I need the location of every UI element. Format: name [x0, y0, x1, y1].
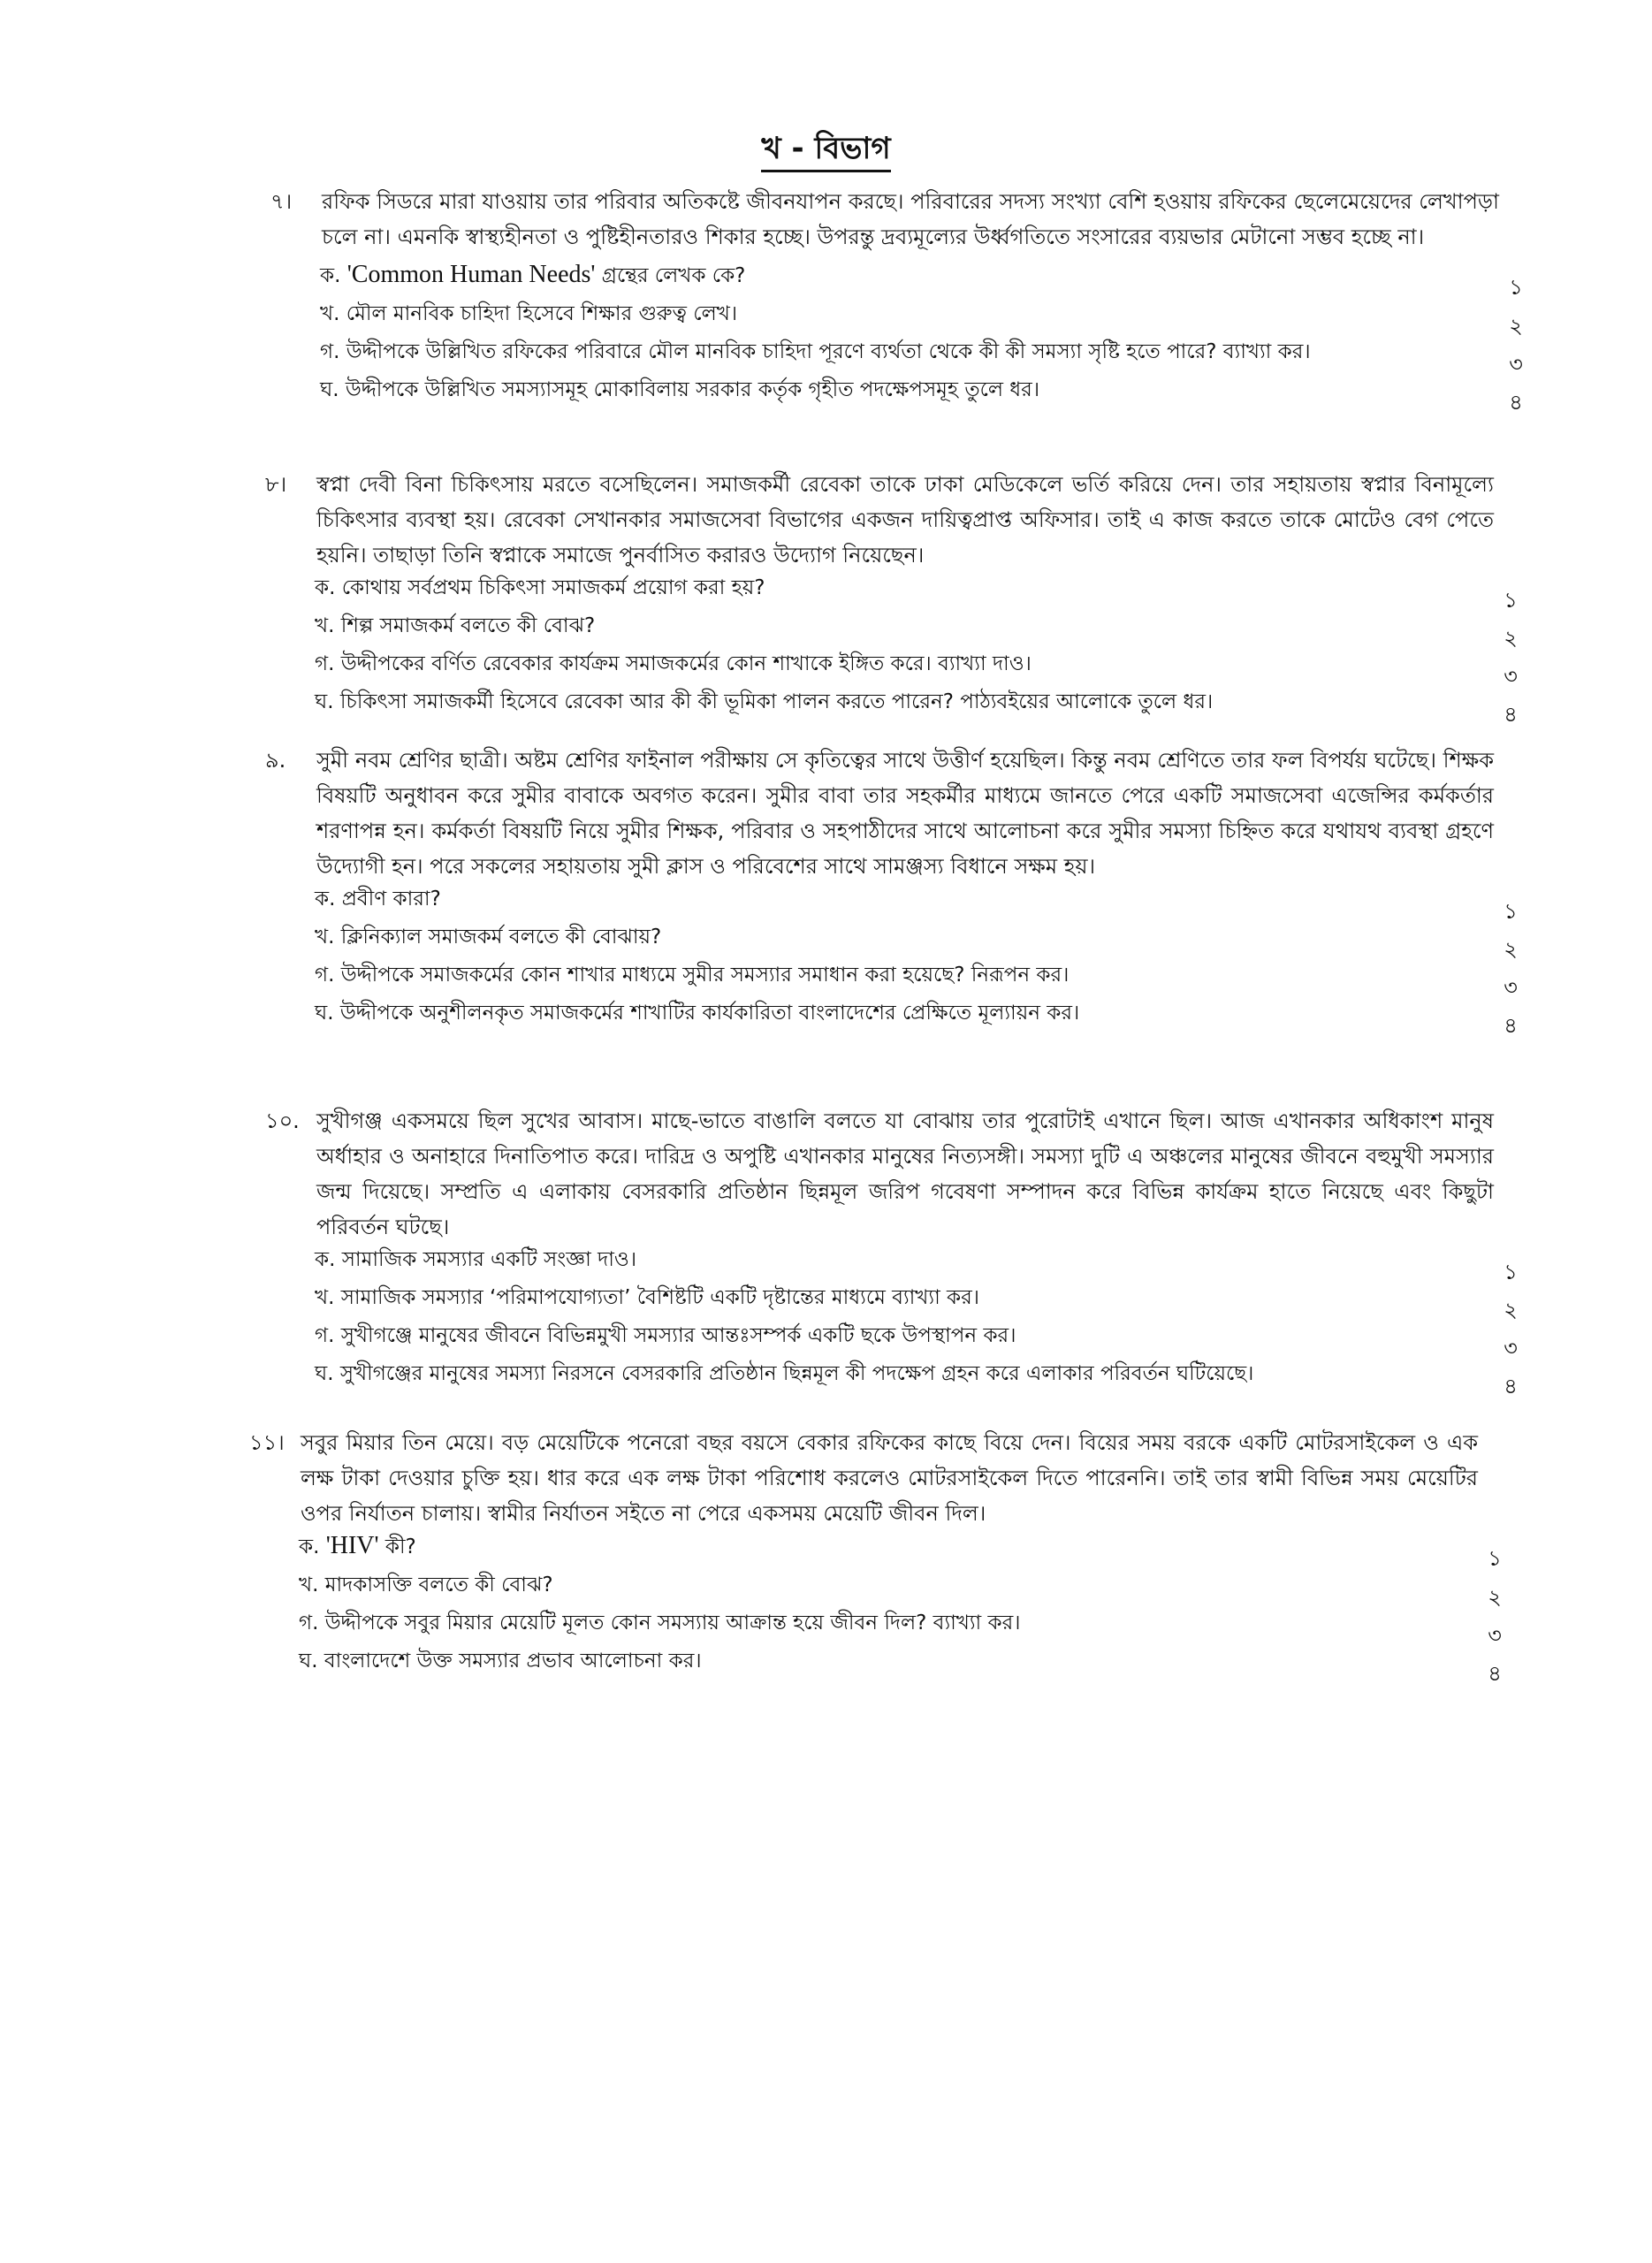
section-title-text: খ - বিভাগ — [761, 131, 890, 172]
question-number: ১১। — [249, 1430, 285, 1455]
sub-question-gha — [320, 377, 1523, 415]
sub-text: উদ্দীপকে সমাজকর্মের কোন শাখার মাধ্যমে সুমীর সমস্যার সমাধান করা হয়েছে? নিরূপন কর। — [340, 964, 1070, 987]
sub-text: সুখীগঞ্জের মানুষের সমস্যা নিরসনে বেসরকারি প্রতিষ্ঠান ছিন্নমূল কী পদক্ষেপ গ্রহন করে এলাকার পরিবর্তন ঘটিয়েছে। — [339, 1362, 1254, 1385]
sub-text: সামাজিক সমস্যার ‘পরিমাপযোগ্যতা’ বৈশিষ্টটি একটি দৃষ্টান্তের মাধ্যমে ব্যাখ্যা কর। — [340, 1286, 980, 1309]
sub-label: গ. — [315, 1324, 335, 1347]
question-number: ৮। — [265, 472, 287, 497]
question-stem: রফিক সিডরে মারা যাওয়ায় তার পরিবার অতিকষ্টে জীবনযাপন করছে। পরিবারের সদস্য সংখ্যা বেশি হওয়ায় রফিকের ছেলেমেয়েদের লেখাপড়া চলে না। এমনকি স্বাস্থ্যহীনতা ও পুষ্টিহীনতারও শিকার হচ্ছে। উপরন্তু দ্রব্যমূল্যের উর্ধ্বগতিতে সংসারের ব্যয়ভার মেটানো সম্ভব হচ্ছে না। — [322, 189, 1499, 249]
question-number: ১০. — [265, 1109, 300, 1133]
sub-question-kha — [320, 301, 1523, 339]
sub-label: ক. — [315, 888, 336, 911]
mark-value: ২ — [1504, 1298, 1518, 1322]
sub-label: গ. — [315, 964, 335, 987]
sub-question-kha — [315, 613, 1518, 651]
sub-label: খ. — [315, 614, 335, 637]
sub-question-ga — [320, 339, 1523, 377]
mark-value: ১ — [1504, 1260, 1518, 1284]
hiv-term: 'HIV' — [325, 1532, 379, 1559]
mark-value: ৪ — [1504, 1013, 1518, 1038]
sub-question-gha — [299, 1648, 1502, 1686]
sub-label: ঘ. — [315, 690, 334, 713]
sub-question-gha — [315, 1360, 1518, 1398]
sub-label: গ. — [299, 1612, 319, 1634]
sub-label: গ. — [315, 652, 335, 675]
question-number: ৯. — [265, 748, 286, 773]
sub-text: সামাজিক সমস্যার একটি সংজ্ঞা দাও। — [341, 1248, 637, 1271]
mark-value: ৩ — [1488, 1623, 1502, 1648]
mark-value: ৩ — [1509, 352, 1523, 377]
section-title — [0, 126, 1652, 176]
sub-label: ঘ. — [315, 1002, 334, 1025]
sub-label: ঘ. — [299, 1650, 318, 1672]
sub-question-ka — [315, 1246, 1518, 1284]
sub-text: শিল্প সমাজকর্ম বলতে কী বোঝ? — [340, 614, 596, 637]
sub-label: ক. — [320, 264, 341, 287]
mark-value: ১ — [1504, 899, 1518, 924]
sub-text: মৌল মানবিক চাহিদা হিসেবে শিক্ষার গুরুত্ব লেখ। — [346, 302, 738, 325]
sub-text: সুখীগঞ্জে মানুষের জীবনে বিভিন্নমুখী সমস্যার আন্তঃসম্পর্ক একটি ছকে উপস্থাপন কর। — [340, 1324, 1016, 1347]
question-11 — [249, 1425, 1502, 1686]
sub-question-ka — [315, 886, 1518, 924]
sub-question-ga — [299, 1610, 1502, 1648]
sub-question-kha — [315, 924, 1518, 962]
mark-value: ৪ — [1488, 1661, 1502, 1686]
sub-question-gha — [315, 1000, 1518, 1038]
sub-question-ga — [315, 651, 1518, 689]
mark-value: ১ — [1504, 588, 1518, 613]
sub-text: মাদকাসক্তি বলতে কী বোঝ? — [324, 1573, 553, 1596]
sub-label: গ. — [320, 340, 340, 363]
sub-label: খ. — [315, 926, 335, 949]
mark-value: ২ — [1509, 314, 1523, 339]
sub-label: ঘ. — [315, 1362, 334, 1385]
mark-value: ৪ — [1504, 1374, 1518, 1398]
sub-text: উদ্দীপকের বর্ণিত রেবেকার কার্যক্রম সমাজকর্মের কোন শাখাকে ইঙ্গিত করে। ব্যাখ্যা দাও। — [340, 652, 1032, 675]
sub-text: উদ্দীপকে উল্লিখিত রফিকের পরিবারে মৌল মানবিক চাহিদা পূরণে ব্যর্থতা থেকে কী কী সমস্যা সৃষ্টি হতে পারে? ব্যাখ্যা কর। — [346, 340, 1311, 363]
sub-label: ক. — [315, 576, 336, 599]
sub-label: খ. — [320, 302, 340, 325]
sub-label: ঘ. — [320, 378, 339, 401]
sub-question-gha — [315, 689, 1518, 727]
mark-value: ১ — [1488, 1546, 1502, 1571]
question-stem: সুমী নবম শ্রেণির ছাত্রী। অষ্টম শ্রেণির ফাইনাল পরীক্ষায় সে কৃতিত্বের সাথে উত্তীর্ণ হয়েছিল। কিন্তু নবম শ্রেণিতে তার ফল বিপর্যয় ঘটেছে। শিক্ষক বিষয়টি অনুধাবন করে সুমীর বাবাকে অবগত করেন। সুমীর বাবা তার সহকর্মীর মাধ্যমে জানতে পেরে একটি সমাজসেবা এজেন্সির কর্মকর্তার শরণাপন্ন হন। কর্মকর্তা বিষয়টি নিয়ে সুমীর শিক্ষক, পরিবার ও সহপাঠীদের সাথে আলোচনা করে সুমীর সমস্যা চিহ্নিত করে যথাযথ ব্যবস্থা গ্রহণে উদ্যোগী হন। পরে সকলের সহায়তায় সুমী ক্লাস ও পরিবেশের সাথে সামঞ্জস্য বিধানে সক্ষম হয়। — [316, 748, 1494, 879]
sub-text: ক্লিনিক্যাল সমাজকর্ম বলতে কী বোঝায়? — [340, 926, 662, 949]
question-8 — [265, 467, 1518, 727]
sub-question-kha — [299, 1572, 1502, 1610]
sub-question-ga — [315, 962, 1518, 1000]
sub-label: ক. — [299, 1535, 320, 1558]
sub-question-ga — [315, 1322, 1518, 1360]
question-9 — [265, 743, 1518, 1038]
mark-value: ৩ — [1504, 1336, 1518, 1360]
sub-question-ka — [299, 1532, 1502, 1571]
sub-text: প্রবীণ কারা? — [341, 888, 441, 911]
mark-value: ৪ — [1504, 702, 1518, 727]
question-7 — [270, 184, 1523, 415]
mark-value: ১ — [1509, 275, 1523, 300]
question-stem: স্বপ্না দেবী বিনা চিকিৎসায় মরতে বসেছিলেন। সমাজকর্মী রেবেকা তাকে ঢাকা মেডিকেলে ভর্তি করিয়ে দেন। তার সহায়তায় স্বপ্নার বিনামূল্যে চিকিৎসার ব্যবস্থা হয়। রেবেকা সেখানকার সমাজসেবা বিভাগের একজন দায়িত্বপ্রাপ্ত অফিসার। তাই এ কাজ করতে তাকে মোটেও বেগ পেতে হয়নি। তাছাড়া তিনি স্বপ্নাকে সমাজে পুনর্বাসিত করারও উদ্যোগ নিয়েছেন। — [316, 472, 1494, 568]
question-stem: সবুর মিয়ার তিন মেয়ে। বড় মেয়েটিকে পনেরো বছর বয়সে বেকার রফিকের কাছে বিয়ে দেন। বিয়ের সময় বরকে একটি মোটরসাইকেল ও এক লক্ষ টাকা দেওয়ার চুক্তি হয়। ধার করে এক লক্ষ টাকা পরিশোধ করলেও মোটরসাইকেল দিতে পারেননি। তাই তার স্বামী বিভিন্ন সময় মেয়েটির ওপর নির্যাতন চালায়। স্বামীর নির্যাতন সইতে না পেরে একসময় মেয়েটি জীবন দিল। — [301, 1430, 1478, 1526]
sub-label: খ. — [299, 1573, 319, 1596]
question-stem: সুখীগঞ্জ একসময়ে ছিল সুখের আবাস। মাছে-ভাতে বাঙালি বলতে যা বোঝায় তার পুরোটাই এখানে ছিল। আজ এখানকার অধিকাংশ মানুষ অর্ধাহার ও অনাহারে দিনাতিপাত করে। দারিদ্র ও অপুষ্টি এখানকার মানুষের নিত্যসঙ্গী। সমস্যা দুটি এ অঞ্চলের মানুষের জীবনে বহুমুখী সমস্যার জন্ম দিয়েছে। সম্প্রতি এ এলাকায় বেসরকারি প্রতিষ্ঠান ছিন্নমূল জরিপ গবেষণা সম্পাদন করে বিভিন্ন কার্যক্রম হাতে নিয়েছে এবং কিছুটা পরিবর্তন ঘটছে। — [316, 1109, 1494, 1239]
mark-value: ২ — [1504, 937, 1518, 962]
sub-question-ka — [315, 575, 1518, 613]
mark-value: ২ — [1488, 1585, 1502, 1610]
sub-question-kha — [315, 1284, 1518, 1322]
sub-label: খ. — [315, 1286, 335, 1309]
sub-text: কোথায় সর্বপ্রথম চিকিৎসা সমাজকর্ম প্রয়োগ করা হয়? — [341, 576, 765, 599]
sub-text: উদ্দীপকে অনুশীলনকৃত সমাজকর্মের শাখাটির কার্যকারিতা বাংলাদেশের প্রেক্ষিতে মূল্যায়ন কর। — [339, 1002, 1080, 1025]
question-number: ৭। — [270, 189, 293, 214]
mark-value: ৩ — [1504, 975, 1518, 1000]
sub-text: বাংলাদেশে উক্ত সমস্যার প্রভাব আলোচনা কর। — [324, 1650, 702, 1672]
mark-value: ২ — [1504, 626, 1518, 651]
mark-value: ৪ — [1509, 390, 1523, 415]
sub-text: উদ্দীপকে উল্লিখিত সমস্যাসমূহ মোকাবিলায় সরকার কর্তৃক গৃহীত পদক্ষেপসমূহ তুলে ধর। — [345, 378, 1040, 401]
book-title: 'Common Human Needs' — [346, 261, 596, 288]
sub-text: গ্রন্থের লেখক কে? — [601, 264, 746, 287]
sub-text: উদ্দীপকে সবুর মিয়ার মেয়েটি মূলত কোন সমস্যায় আক্রান্ত হয়ে জীবন দিল? ব্যাখ্যা কর। — [324, 1612, 1021, 1634]
sub-label: ক. — [315, 1248, 336, 1271]
sub-question-ka — [320, 261, 1523, 300]
question-10 — [265, 1103, 1518, 1398]
mark-value: ৩ — [1504, 664, 1518, 689]
sub-text: কী? — [384, 1535, 416, 1558]
sub-text: চিকিৎসা সমাজকর্মী হিসেবে রেবেকা আর কী কী ভূমিকা পালন করতে পারেন? পাঠ্যবইয়ের আলোকে তুলে ধর। — [339, 690, 1214, 713]
